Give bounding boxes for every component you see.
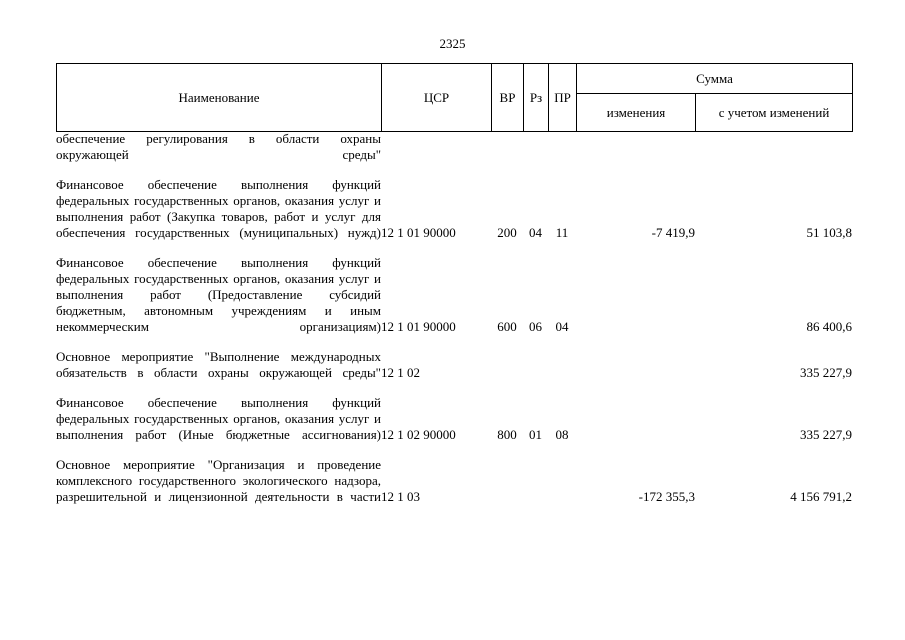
cell-rz: 01 [529, 427, 542, 442]
cell-pr [548, 457, 576, 505]
cell-total: 86 400,6 [806, 319, 852, 334]
cell-csr: 12 1 02 90000 [381, 427, 456, 442]
cell-vr: 800 [497, 427, 517, 442]
cell-total: 335 227,9 [800, 427, 852, 442]
row-gap [56, 443, 852, 457]
table-row [56, 177, 852, 241]
header-name: Наименование [57, 64, 382, 132]
cell-pr: 08 [555, 427, 569, 442]
data-table [56, 131, 852, 505]
cell-csr: 12 1 01 90000 [381, 225, 456, 240]
page-number: 2325 [439, 36, 466, 51]
cell-csr [381, 131, 491, 163]
cell-total [695, 131, 852, 163]
cell-csr: 12 1 02 [381, 365, 420, 380]
cell-change: -172 355,3 [638, 489, 695, 504]
table-row [56, 395, 852, 443]
header-with-changes: с учетом изменений [696, 94, 853, 132]
header-pr: ПР [549, 64, 577, 132]
cell-name: Финансовое обеспечение выполнения функций федеральных государственных органов, оказания услуг и выполнения работ (Закупка товаров, работ и услуг для обеспечения государственных (муниципальных) нужд) [56, 177, 381, 240]
cell-rz [523, 457, 548, 505]
cell-pr: 11 [555, 225, 569, 240]
cell-change [576, 349, 695, 381]
row-gap [56, 163, 852, 177]
cell-rz: 06 [529, 319, 542, 334]
cell-vr [491, 457, 523, 505]
cell-vr: 200 [497, 225, 517, 240]
header-rz: Рз [524, 64, 549, 132]
cell-total: 335 227,9 [800, 365, 852, 380]
table-row [56, 131, 852, 163]
cell-vr [491, 349, 523, 381]
cell-total: 4 156 791,2 [790, 489, 852, 504]
table-header [56, 63, 853, 132]
cell-name: Финансовое обеспечение выполнения функций федеральных государственных органов, оказания услуг и выполнения работ (Иные бюджетные ассигнования) [56, 395, 381, 442]
cell-rz [523, 131, 548, 163]
cell-change [576, 131, 695, 163]
cell-total: 51 103,8 [806, 225, 852, 240]
cell-name: Основное мероприятие "Организация и проведение комплексного государственного экологического надзора, разрешительной и лицензионной деятельности в части [56, 457, 381, 504]
row-gap [56, 241, 852, 255]
cell-name: Финансовое обеспечение выполнения функций федеральных государственных органов, оказания услуг и выполнения работ (Предоставление субсидий бюджетным, автономным учреждениям и иным некоммерческим организациям) [56, 255, 381, 334]
cell-pr [548, 349, 576, 381]
header-changes: изменения [577, 94, 696, 132]
header-vr: ВР [492, 64, 524, 132]
row-gap [56, 335, 852, 349]
cell-change: -7 419,9 [651, 225, 695, 240]
cell-name: обеспечение регулирования в области охраны окружающей среды" [56, 131, 381, 162]
cell-csr: 12 1 01 90000 [381, 319, 456, 334]
cell-change [576, 255, 695, 335]
header-sum: Сумма [577, 64, 853, 94]
cell-pr [548, 131, 576, 163]
cell-pr: 04 [555, 319, 569, 334]
cell-csr: 12 1 03 [381, 489, 420, 504]
cell-vr [491, 131, 523, 163]
cell-name: Основное мероприятие "Выполнение международных обязательств в области охраны окружающей среды" [56, 349, 381, 380]
table-row [56, 349, 852, 381]
cell-vr: 600 [497, 319, 517, 334]
header-csr: ЦСР [382, 64, 492, 132]
table-row [56, 255, 852, 335]
row-gap [56, 381, 852, 395]
cell-rz: 04 [529, 225, 542, 240]
table-row [56, 457, 852, 505]
cell-rz [523, 349, 548, 381]
cell-change [576, 395, 695, 443]
